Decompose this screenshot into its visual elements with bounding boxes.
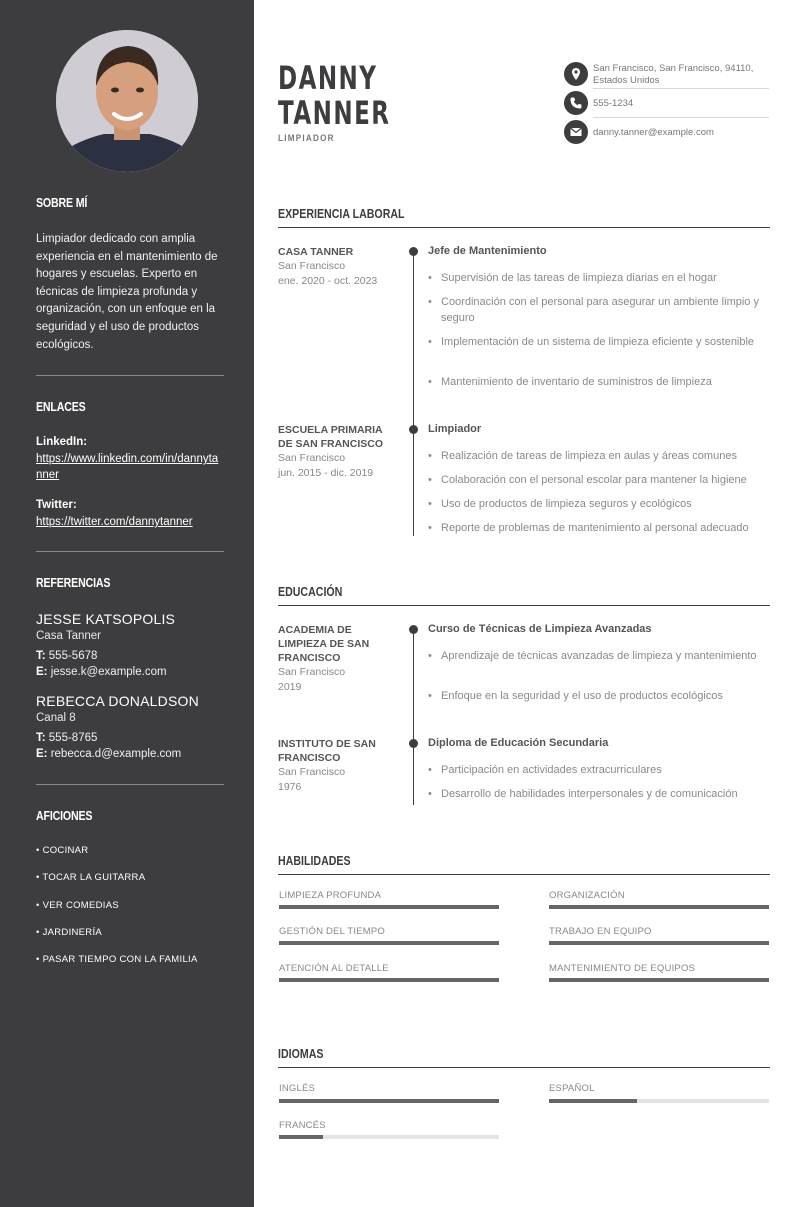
experience-bullet: • Supervisión de las tareas de limpieza diarias en el hogar: [428, 270, 770, 286]
twitter-label: Twitter:: [36, 499, 77, 511]
reference-phone: T: 555-8765: [36, 732, 98, 744]
reference-email: E: jesse.k@example.com: [36, 666, 167, 678]
contact-phone: 555-1234: [593, 98, 634, 109]
experience-bullet: • Coordinación con el personal para asegurar un ambiente limpio y seguro: [428, 294, 770, 326]
hobbies-heading: AFICIONES: [36, 809, 93, 823]
timeline-dot: [409, 247, 418, 256]
reference-phone: T: 555-5678: [36, 650, 98, 662]
skill-label: TRABAJO EN EQUIPO: [549, 926, 652, 937]
education-org: INSTITUTO DE SAN FRANCISCO: [278, 738, 376, 764]
education-bullet: • Desarrollo de habilidades interpersonales y de comunicación: [428, 786, 770, 802]
education-location: San Francisco: [278, 666, 346, 678]
reference-email: E: rebecca.d@example.com: [36, 748, 182, 760]
skill-bar-fill: [279, 905, 499, 909]
divider: [36, 551, 224, 552]
experience-bullet: • Uso de productos de limpieza seguros y ecológicos: [428, 496, 770, 512]
contact-email[interactable]: danny.tanner@example.com: [593, 127, 714, 138]
skill-bar-fill: [549, 941, 769, 945]
timeline-line: [413, 629, 414, 805]
first-name: DANNY: [278, 59, 378, 97]
avatar-portrait: [56, 30, 198, 172]
hobby-item: • TOCAR LA GUITARRA: [36, 872, 146, 883]
skill-label: GESTIÓN DEL TIEMPO: [279, 926, 386, 937]
experience-location: San Francisco: [278, 452, 346, 464]
section-rule: [278, 874, 770, 875]
language-label: FRANCÉS: [279, 1120, 326, 1131]
skill-bar: [549, 978, 769, 982]
language-bar-fill: [279, 1135, 323, 1139]
skill-bar-fill: [549, 978, 769, 982]
section-rule: [278, 227, 770, 228]
skills-heading: HABILIDADES: [278, 854, 351, 868]
education-degree: Curso de Técnicas de Limpieza Avanzadas: [428, 623, 652, 635]
experience-location: San Francisco: [278, 260, 346, 272]
timeline-dot: [409, 425, 418, 434]
skill-bar: [279, 905, 499, 909]
language-bar-fill: [279, 1099, 499, 1103]
section-rule: [278, 605, 770, 606]
language-bar: [279, 1135, 499, 1139]
hobby-item: • PASAR TIEMPO CON LA FAMILIA: [36, 954, 198, 965]
job-title: LIMPIADOR: [278, 133, 335, 144]
links-heading: ENLACES: [36, 400, 86, 414]
skill-bar: [549, 905, 769, 909]
skill-bar-fill: [279, 978, 499, 982]
timeline-line: [413, 251, 414, 536]
twitter-link[interactable]: https://twitter.com/dannytanner: [36, 516, 193, 528]
skill-bar: [279, 978, 499, 982]
references-heading: REFERENCIAS: [36, 576, 111, 590]
skill-label: ATENCIÓN AL DETALLE: [279, 963, 389, 974]
reference-name: REBECCA DONALDSON: [36, 693, 199, 709]
language-label: INGLÉS: [279, 1083, 316, 1094]
email-icon: [564, 120, 588, 144]
divider: [593, 88, 769, 89]
experience-bullet: • Colaboración con el personal escolar para mantener la higiene: [428, 472, 770, 488]
reference-name: JESSE KATSOPOLIS: [36, 611, 176, 627]
experience-org: CASA TANNER: [278, 246, 354, 258]
skill-bar: [549, 941, 769, 945]
experience-bullet: • Reporte de problemas de mantenimiento al personal adecuado: [428, 520, 770, 536]
education-bullet: • Participación en actividades extracurriculares: [428, 762, 770, 778]
hobby-item: • VER COMEDIAS: [36, 900, 120, 911]
contact-address: San Francisco, San Francisco, 94110, Estados Unidos: [593, 63, 754, 86]
main-content: [254, 0, 794, 1207]
experience-bullet: • Realización de tareas de limpieza en aulas y áreas comunes: [428, 448, 770, 464]
education-heading: EDUCACIÓN: [278, 585, 343, 599]
experience-role: Jefe de Mantenimiento: [428, 245, 547, 257]
divider: [36, 375, 224, 376]
education-degree: Diploma de Educación Secundaria: [428, 737, 609, 749]
experience-org: ESCUELA PRIMARIA DE SAN FRANCISCO: [278, 424, 384, 450]
skill-label: LIMPIEZA PROFUNDA: [279, 890, 382, 901]
about-heading: SOBRE MÍ: [36, 196, 88, 210]
education-org: ACADEMIA DE LIMPIEZA DE SAN FRANCISCO: [278, 624, 370, 664]
skill-label: MANTENIMIENTO DE EQUIPOS: [549, 963, 696, 974]
about-text: Limpiador dedicado con amplia experiencia en el mantenimiento de hogares y escuelas. Experto en técnicas de limpieza profunda y organización, con un enfoque en la seguridad y el uso de productos ecológicos.: [36, 233, 218, 351]
divider: [36, 784, 224, 785]
skill-bar-fill: [279, 941, 499, 945]
reference-company: Canal 8: [36, 712, 76, 724]
experience-bullet: • Mantenimiento de inventario de suministros de limpieza: [428, 374, 770, 390]
education-bullet: • Enfoque en la seguridad y el uso de productos ecológicos: [428, 688, 770, 704]
education-dates: 2019: [278, 681, 302, 693]
experience-bullet: • Implementación de un sistema de limpieza eficiente y sostenible: [428, 334, 770, 350]
timeline-dot: [409, 739, 418, 748]
language-label: ESPAÑOL: [549, 1083, 595, 1094]
skill-bar: [279, 941, 499, 945]
education-dates: 1976: [278, 781, 302, 793]
divider: [593, 117, 769, 118]
hobby-item: • COCINAR: [36, 845, 89, 856]
experience-dates: jun. 2015 - dic. 2019: [278, 467, 374, 479]
experience-heading: EXPERIENCIA LABORAL: [278, 207, 405, 221]
phone-icon: [564, 91, 588, 115]
language-bar: [549, 1099, 769, 1103]
linkedin-label: LinkedIn:: [36, 436, 88, 448]
reference-company: Casa Tanner: [36, 630, 101, 642]
languages-heading: IDIOMAS: [278, 1047, 324, 1061]
hobby-item: • JARDINERÍA: [36, 927, 103, 938]
language-bar: [279, 1099, 499, 1103]
experience-dates: ene. 2020 - oct. 2023: [278, 275, 378, 287]
language-bar-fill: [549, 1099, 637, 1103]
sidebar: [0, 0, 254, 1207]
last-name: TANNER: [278, 94, 391, 132]
skill-bar-fill: [549, 905, 769, 909]
education-bullet: • Aprendizaje de técnicas avanzadas de limpieza y mantenimiento: [428, 648, 770, 664]
section-rule: [278, 1067, 770, 1068]
profile-photo: [56, 30, 198, 172]
education-location: San Francisco: [278, 766, 346, 778]
location-icon: [564, 62, 588, 86]
linkedin-link[interactable]: https://www.linkedin.com/in/dannytanner: [36, 453, 219, 481]
skill-label: ORGANIZACIÓN: [549, 890, 625, 901]
experience-role: Limpiador: [428, 423, 482, 435]
timeline-dot: [409, 625, 418, 634]
